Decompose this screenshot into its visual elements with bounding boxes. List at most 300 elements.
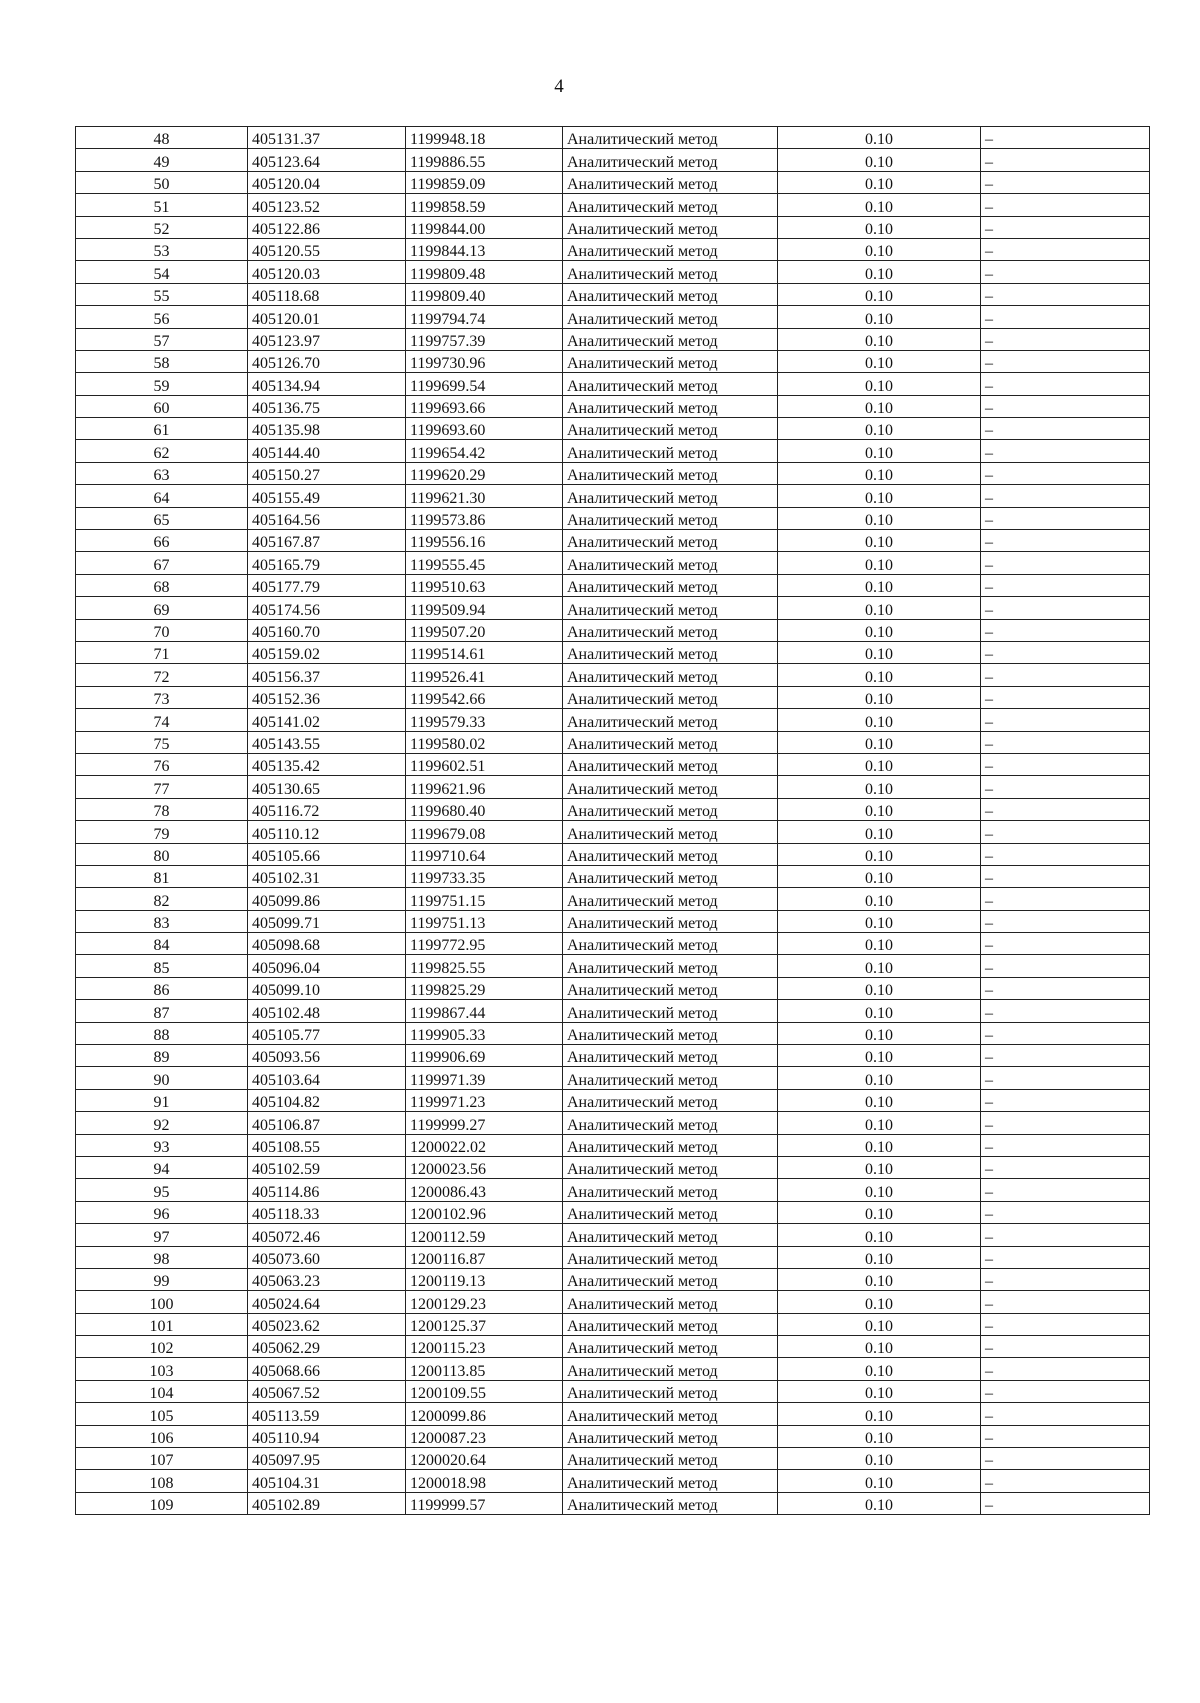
accuracy-cell: 0.10 xyxy=(778,552,981,574)
y-coordinate-cell: 1199693.60 xyxy=(406,418,563,440)
point-number-cell: 62 xyxy=(76,440,248,462)
x-coordinate-cell: 405122.86 xyxy=(248,216,406,238)
point-number-cell: 64 xyxy=(76,485,248,507)
point-number-cell: 84 xyxy=(76,933,248,955)
y-coordinate-cell: 1199602.51 xyxy=(406,753,563,775)
x-coordinate-cell: 405118.33 xyxy=(248,1201,406,1223)
note-cell: – xyxy=(981,1336,1150,1358)
table-row xyxy=(76,1448,1150,1470)
accuracy-cell: 0.10 xyxy=(778,731,981,753)
coordinates-table-body xyxy=(76,127,1150,1515)
x-coordinate-cell: 405068.66 xyxy=(248,1358,406,1380)
x-coordinate-cell: 405102.48 xyxy=(248,1000,406,1022)
note-cell: – xyxy=(981,1492,1150,1514)
method-cell: Аналитический метод xyxy=(563,194,778,216)
x-coordinate-cell: 405120.01 xyxy=(248,306,406,328)
table-row xyxy=(76,1358,1150,1380)
note-cell: – xyxy=(981,1268,1150,1290)
table-row xyxy=(76,574,1150,596)
method-cell: Аналитический метод xyxy=(563,910,778,932)
method-cell: Аналитический метод xyxy=(563,1470,778,1492)
method-cell: Аналитический метод xyxy=(563,664,778,686)
method-cell: Аналитический метод xyxy=(563,485,778,507)
note-cell: – xyxy=(981,261,1150,283)
point-number-cell: 89 xyxy=(76,1045,248,1067)
point-number-cell: 107 xyxy=(76,1448,248,1470)
y-coordinate-cell: 1199580.02 xyxy=(406,731,563,753)
x-coordinate-cell: 405096.04 xyxy=(248,955,406,977)
table-row xyxy=(76,1313,1150,1335)
accuracy-cell: 0.10 xyxy=(778,1470,981,1492)
x-coordinate-cell: 405099.10 xyxy=(248,977,406,999)
method-cell: Аналитический метод xyxy=(563,1179,778,1201)
accuracy-cell: 0.10 xyxy=(778,350,981,372)
accuracy-cell: 0.10 xyxy=(778,1380,981,1402)
x-coordinate-cell: 405177.79 xyxy=(248,574,406,596)
note-cell: – xyxy=(981,1448,1150,1470)
x-coordinate-cell: 405114.86 xyxy=(248,1179,406,1201)
x-coordinate-cell: 405067.52 xyxy=(248,1380,406,1402)
table-row xyxy=(76,485,1150,507)
table-row xyxy=(76,910,1150,932)
y-coordinate-cell: 1199680.40 xyxy=(406,798,563,820)
method-cell: Аналитический метод xyxy=(563,619,778,641)
table-row xyxy=(76,686,1150,708)
table-row xyxy=(76,731,1150,753)
y-coordinate-cell: 1199825.29 xyxy=(406,977,563,999)
x-coordinate-cell: 405105.66 xyxy=(248,843,406,865)
accuracy-cell: 0.10 xyxy=(778,306,981,328)
table-row xyxy=(76,1425,1150,1447)
point-number-cell: 51 xyxy=(76,194,248,216)
point-number-cell: 98 xyxy=(76,1246,248,1268)
accuracy-cell: 0.10 xyxy=(778,462,981,484)
note-cell: – xyxy=(981,1313,1150,1335)
note-cell: – xyxy=(981,1358,1150,1380)
method-cell: Аналитический метод xyxy=(563,328,778,350)
note-cell: – xyxy=(981,283,1150,305)
x-coordinate-cell: 405023.62 xyxy=(248,1313,406,1335)
y-coordinate-cell: 1200116.87 xyxy=(406,1246,563,1268)
note-cell: – xyxy=(981,574,1150,596)
y-coordinate-cell: 1199971.39 xyxy=(406,1067,563,1089)
x-coordinate-cell: 405174.56 xyxy=(248,597,406,619)
accuracy-cell: 0.10 xyxy=(778,440,981,462)
table-row xyxy=(76,776,1150,798)
method-cell: Аналитический метод xyxy=(563,865,778,887)
note-cell: – xyxy=(981,1201,1150,1223)
note-cell: – xyxy=(981,641,1150,663)
point-number-cell: 93 xyxy=(76,1134,248,1156)
y-coordinate-cell: 1199844.00 xyxy=(406,216,563,238)
x-coordinate-cell: 405159.02 xyxy=(248,641,406,663)
note-cell: – xyxy=(981,1470,1150,1492)
table-row xyxy=(76,507,1150,529)
y-coordinate-cell: 1199507.20 xyxy=(406,619,563,641)
note-cell: – xyxy=(981,485,1150,507)
table-row xyxy=(76,1246,1150,1268)
point-number-cell: 48 xyxy=(76,127,248,149)
x-coordinate-cell: 405141.02 xyxy=(248,709,406,731)
table-row xyxy=(76,709,1150,731)
y-coordinate-cell: 1199730.96 xyxy=(406,350,563,372)
method-cell: Аналитический метод xyxy=(563,1224,778,1246)
x-coordinate-cell: 405123.97 xyxy=(248,328,406,350)
table-row xyxy=(76,1291,1150,1313)
x-coordinate-cell: 405167.87 xyxy=(248,530,406,552)
y-coordinate-cell: 1199809.48 xyxy=(406,261,563,283)
table-row xyxy=(76,977,1150,999)
point-number-cell: 60 xyxy=(76,395,248,417)
point-number-cell: 66 xyxy=(76,530,248,552)
method-cell: Аналитический метод xyxy=(563,1448,778,1470)
method-cell: Аналитический метод xyxy=(563,149,778,171)
note-cell: – xyxy=(981,530,1150,552)
method-cell: Аналитический метод xyxy=(563,977,778,999)
note-cell: – xyxy=(981,664,1150,686)
y-coordinate-cell: 1199858.59 xyxy=(406,194,563,216)
y-coordinate-cell: 1199654.42 xyxy=(406,440,563,462)
method-cell: Аналитический метод xyxy=(563,955,778,977)
method-cell: Аналитический метод xyxy=(563,1089,778,1111)
accuracy-cell: 0.10 xyxy=(778,530,981,552)
point-number-cell: 57 xyxy=(76,328,248,350)
method-cell: Аналитический метод xyxy=(563,1156,778,1178)
accuracy-cell: 0.10 xyxy=(778,1246,981,1268)
y-coordinate-cell: 1200086.43 xyxy=(406,1179,563,1201)
table-row xyxy=(76,418,1150,440)
y-coordinate-cell: 1199794.74 xyxy=(406,306,563,328)
note-cell: – xyxy=(981,1425,1150,1447)
page-number: 4 xyxy=(554,76,564,97)
x-coordinate-cell: 405134.94 xyxy=(248,373,406,395)
method-cell: Аналитический метод xyxy=(563,171,778,193)
x-coordinate-cell: 405160.70 xyxy=(248,619,406,641)
table-row xyxy=(76,552,1150,574)
x-coordinate-cell: 405102.31 xyxy=(248,865,406,887)
y-coordinate-cell: 1199948.18 xyxy=(406,127,563,149)
accuracy-cell: 0.10 xyxy=(778,171,981,193)
table-row xyxy=(76,1067,1150,1089)
accuracy-cell: 0.10 xyxy=(778,955,981,977)
accuracy-cell: 0.10 xyxy=(778,910,981,932)
y-coordinate-cell: 1199859.09 xyxy=(406,171,563,193)
method-cell: Аналитический метод xyxy=(563,1201,778,1223)
y-coordinate-cell: 1199510.63 xyxy=(406,574,563,596)
x-coordinate-cell: 405063.23 xyxy=(248,1268,406,1290)
accuracy-cell: 0.10 xyxy=(778,574,981,596)
method-cell: Аналитический метод xyxy=(563,127,778,149)
table-row xyxy=(76,753,1150,775)
note-cell: – xyxy=(981,507,1150,529)
table-row xyxy=(76,888,1150,910)
table-row xyxy=(76,1045,1150,1067)
point-number-cell: 105 xyxy=(76,1403,248,1425)
note-cell: – xyxy=(981,888,1150,910)
table-row xyxy=(76,306,1150,328)
y-coordinate-cell: 1200109.55 xyxy=(406,1380,563,1402)
table-row xyxy=(76,843,1150,865)
y-coordinate-cell: 1199693.66 xyxy=(406,395,563,417)
method-cell: Аналитический метод xyxy=(563,261,778,283)
accuracy-cell: 0.10 xyxy=(778,395,981,417)
method-cell: Аналитический метод xyxy=(563,1403,778,1425)
point-number-cell: 67 xyxy=(76,552,248,574)
point-number-cell: 79 xyxy=(76,821,248,843)
y-coordinate-cell: 1199542.66 xyxy=(406,686,563,708)
table-row xyxy=(76,127,1150,149)
note-cell: – xyxy=(981,753,1150,775)
point-number-cell: 94 xyxy=(76,1156,248,1178)
method-cell: Аналитический метод xyxy=(563,641,778,663)
note-cell: – xyxy=(981,238,1150,260)
y-coordinate-cell: 1199825.55 xyxy=(406,955,563,977)
point-number-cell: 95 xyxy=(76,1179,248,1201)
x-coordinate-cell: 405102.59 xyxy=(248,1156,406,1178)
note-cell: – xyxy=(981,127,1150,149)
point-number-cell: 52 xyxy=(76,216,248,238)
method-cell: Аналитический метод xyxy=(563,731,778,753)
table-row xyxy=(76,1089,1150,1111)
accuracy-cell: 0.10 xyxy=(778,821,981,843)
table-row xyxy=(76,261,1150,283)
note-cell: – xyxy=(981,350,1150,372)
note-cell: – xyxy=(981,865,1150,887)
y-coordinate-cell: 1200115.23 xyxy=(406,1336,563,1358)
x-coordinate-cell: 405072.46 xyxy=(248,1224,406,1246)
x-coordinate-cell: 405135.98 xyxy=(248,418,406,440)
method-cell: Аналитический метод xyxy=(563,888,778,910)
y-coordinate-cell: 1200023.56 xyxy=(406,1156,563,1178)
point-number-cell: 91 xyxy=(76,1089,248,1111)
point-number-cell: 59 xyxy=(76,373,248,395)
accuracy-cell: 0.10 xyxy=(778,1492,981,1514)
x-coordinate-cell: 405062.29 xyxy=(248,1336,406,1358)
point-number-cell: 85 xyxy=(76,955,248,977)
note-cell: – xyxy=(981,709,1150,731)
accuracy-cell: 0.10 xyxy=(778,1112,981,1134)
y-coordinate-cell: 1200129.23 xyxy=(406,1291,563,1313)
table-row xyxy=(76,821,1150,843)
accuracy-cell: 0.10 xyxy=(778,709,981,731)
point-number-cell: 63 xyxy=(76,462,248,484)
x-coordinate-cell: 405097.95 xyxy=(248,1448,406,1470)
point-number-cell: 97 xyxy=(76,1224,248,1246)
x-coordinate-cell: 405102.89 xyxy=(248,1492,406,1514)
y-coordinate-cell: 1199573.86 xyxy=(406,507,563,529)
y-coordinate-cell: 1199809.40 xyxy=(406,283,563,305)
x-coordinate-cell: 405123.52 xyxy=(248,194,406,216)
accuracy-cell: 0.10 xyxy=(778,1179,981,1201)
accuracy-cell: 0.10 xyxy=(778,1089,981,1111)
accuracy-cell: 0.10 xyxy=(778,1201,981,1223)
note-cell: – xyxy=(981,1179,1150,1201)
accuracy-cell: 0.10 xyxy=(778,619,981,641)
point-number-cell: 58 xyxy=(76,350,248,372)
x-coordinate-cell: 405120.04 xyxy=(248,171,406,193)
note-cell: – xyxy=(981,821,1150,843)
method-cell: Аналитический метод xyxy=(563,216,778,238)
accuracy-cell: 0.10 xyxy=(778,1134,981,1156)
x-coordinate-cell: 405150.27 xyxy=(248,462,406,484)
note-cell: – xyxy=(981,910,1150,932)
note-cell: – xyxy=(981,977,1150,999)
x-coordinate-cell: 405130.65 xyxy=(248,776,406,798)
accuracy-cell: 0.10 xyxy=(778,1067,981,1089)
x-coordinate-cell: 405110.94 xyxy=(248,1425,406,1447)
y-coordinate-cell: 1199886.55 xyxy=(406,149,563,171)
x-coordinate-cell: 405105.77 xyxy=(248,1022,406,1044)
y-coordinate-cell: 1199999.57 xyxy=(406,1492,563,1514)
accuracy-cell: 0.10 xyxy=(778,1045,981,1067)
method-cell: Аналитический метод xyxy=(563,1022,778,1044)
accuracy-cell: 0.10 xyxy=(778,261,981,283)
method-cell: Аналитический метод xyxy=(563,462,778,484)
y-coordinate-cell: 1199999.27 xyxy=(406,1112,563,1134)
accuracy-cell: 0.10 xyxy=(778,1313,981,1335)
point-number-cell: 83 xyxy=(76,910,248,932)
note-cell: – xyxy=(981,798,1150,820)
accuracy-cell: 0.10 xyxy=(778,888,981,910)
y-coordinate-cell: 1199621.30 xyxy=(406,485,563,507)
note-cell: – xyxy=(981,1022,1150,1044)
point-number-cell: 55 xyxy=(76,283,248,305)
note-cell: – xyxy=(981,686,1150,708)
point-number-cell: 86 xyxy=(76,977,248,999)
accuracy-cell: 0.10 xyxy=(778,933,981,955)
method-cell: Аналитический метод xyxy=(563,373,778,395)
y-coordinate-cell: 1199579.33 xyxy=(406,709,563,731)
point-number-cell: 77 xyxy=(76,776,248,798)
method-cell: Аналитический метод xyxy=(563,1380,778,1402)
x-coordinate-cell: 405136.75 xyxy=(248,395,406,417)
table-row xyxy=(76,641,1150,663)
x-coordinate-cell: 405106.87 xyxy=(248,1112,406,1134)
accuracy-cell: 0.10 xyxy=(778,1224,981,1246)
y-coordinate-cell: 1199556.16 xyxy=(406,530,563,552)
table-row xyxy=(76,1201,1150,1223)
x-coordinate-cell: 405135.42 xyxy=(248,753,406,775)
y-coordinate-cell: 1199844.13 xyxy=(406,238,563,260)
y-coordinate-cell: 1199679.08 xyxy=(406,821,563,843)
y-coordinate-cell: 1199905.33 xyxy=(406,1022,563,1044)
accuracy-cell: 0.10 xyxy=(778,1448,981,1470)
table-row xyxy=(76,440,1150,462)
point-number-cell: 90 xyxy=(76,1067,248,1089)
method-cell: Аналитический метод xyxy=(563,507,778,529)
table-row xyxy=(76,798,1150,820)
point-number-cell: 68 xyxy=(76,574,248,596)
method-cell: Аналитический метод xyxy=(563,1000,778,1022)
table-row xyxy=(76,933,1150,955)
point-number-cell: 108 xyxy=(76,1470,248,1492)
table-row xyxy=(76,328,1150,350)
method-cell: Аналитический метод xyxy=(563,440,778,462)
y-coordinate-cell: 1200087.23 xyxy=(406,1425,563,1447)
method-cell: Аналитический метод xyxy=(563,1336,778,1358)
accuracy-cell: 0.10 xyxy=(778,373,981,395)
table-row xyxy=(76,530,1150,552)
point-number-cell: 53 xyxy=(76,238,248,260)
note-cell: – xyxy=(981,1156,1150,1178)
table-row xyxy=(76,1268,1150,1290)
accuracy-cell: 0.10 xyxy=(778,1268,981,1290)
note-cell: – xyxy=(981,619,1150,641)
note-cell: – xyxy=(981,216,1150,238)
point-number-cell: 73 xyxy=(76,686,248,708)
method-cell: Аналитический метод xyxy=(563,395,778,417)
table-row xyxy=(76,1380,1150,1402)
accuracy-cell: 0.10 xyxy=(778,753,981,775)
point-number-cell: 76 xyxy=(76,753,248,775)
note-cell: – xyxy=(981,731,1150,753)
method-cell: Аналитический метод xyxy=(563,776,778,798)
point-number-cell: 101 xyxy=(76,1313,248,1335)
note-cell: – xyxy=(981,462,1150,484)
x-coordinate-cell: 405143.55 xyxy=(248,731,406,753)
note-cell: – xyxy=(981,1045,1150,1067)
accuracy-cell: 0.10 xyxy=(778,597,981,619)
point-number-cell: 102 xyxy=(76,1336,248,1358)
y-coordinate-cell: 1200018.98 xyxy=(406,1470,563,1492)
method-cell: Аналитический метод xyxy=(563,1134,778,1156)
accuracy-cell: 0.10 xyxy=(778,328,981,350)
note-cell: – xyxy=(981,1067,1150,1089)
y-coordinate-cell: 1199733.35 xyxy=(406,865,563,887)
point-number-cell: 56 xyxy=(76,306,248,328)
accuracy-cell: 0.10 xyxy=(778,865,981,887)
x-coordinate-cell: 405108.55 xyxy=(248,1134,406,1156)
method-cell: Аналитический метод xyxy=(563,753,778,775)
x-coordinate-cell: 405164.56 xyxy=(248,507,406,529)
x-coordinate-cell: 405104.82 xyxy=(248,1089,406,1111)
table-row xyxy=(76,395,1150,417)
accuracy-cell: 0.10 xyxy=(778,1425,981,1447)
accuracy-cell: 0.10 xyxy=(778,1022,981,1044)
point-number-cell: 81 xyxy=(76,865,248,887)
point-number-cell: 50 xyxy=(76,171,248,193)
y-coordinate-cell: 1199906.69 xyxy=(406,1045,563,1067)
y-coordinate-cell: 1200020.64 xyxy=(406,1448,563,1470)
method-cell: Аналитический метод xyxy=(563,798,778,820)
table-row xyxy=(76,619,1150,641)
accuracy-cell: 0.10 xyxy=(778,664,981,686)
y-coordinate-cell: 1199514.61 xyxy=(406,641,563,663)
point-number-cell: 96 xyxy=(76,1201,248,1223)
method-cell: Аналитический метод xyxy=(563,306,778,328)
method-cell: Аналитический метод xyxy=(563,283,778,305)
y-coordinate-cell: 1200099.86 xyxy=(406,1403,563,1425)
accuracy-cell: 0.10 xyxy=(778,194,981,216)
method-cell: Аналитический метод xyxy=(563,552,778,574)
y-coordinate-cell: 1200119.13 xyxy=(406,1268,563,1290)
point-number-cell: 80 xyxy=(76,843,248,865)
point-number-cell: 104 xyxy=(76,1380,248,1402)
method-cell: Аналитический метод xyxy=(563,686,778,708)
y-coordinate-cell: 1199757.39 xyxy=(406,328,563,350)
accuracy-cell: 0.10 xyxy=(778,238,981,260)
table-row xyxy=(76,1336,1150,1358)
table-row xyxy=(76,171,1150,193)
table-row xyxy=(76,597,1150,619)
table-row xyxy=(76,283,1150,305)
point-number-cell: 109 xyxy=(76,1492,248,1514)
accuracy-cell: 0.10 xyxy=(778,776,981,798)
x-coordinate-cell: 405099.86 xyxy=(248,888,406,910)
x-coordinate-cell: 405073.60 xyxy=(248,1246,406,1268)
y-coordinate-cell: 1200022.02 xyxy=(406,1134,563,1156)
y-coordinate-cell: 1199751.15 xyxy=(406,888,563,910)
